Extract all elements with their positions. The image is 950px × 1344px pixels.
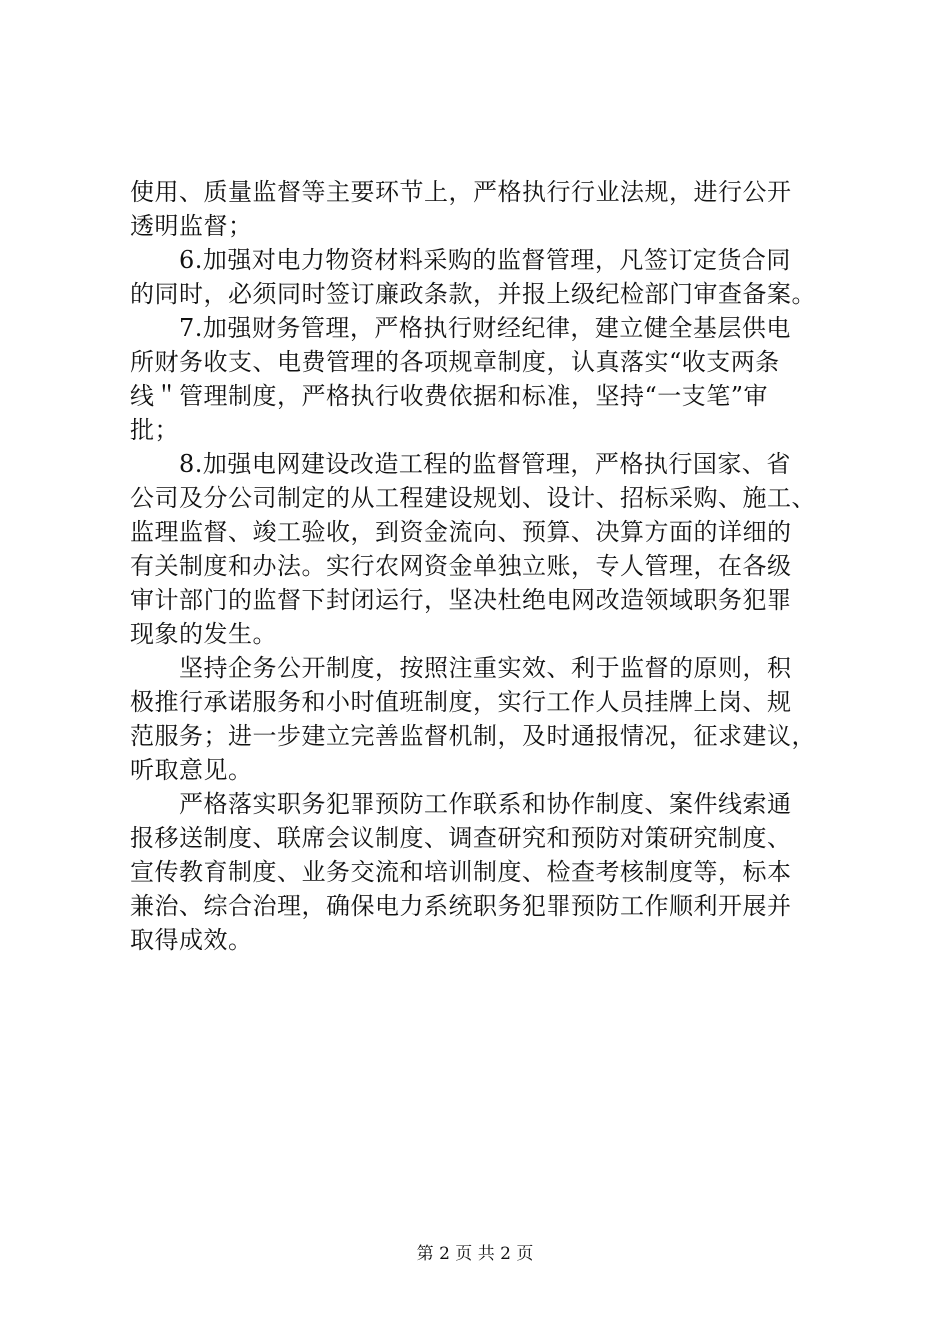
text-line: 报移送制度、联席会议制度、调查研究和预防对策研究制度、 <box>130 824 792 852</box>
text-line: 批； <box>130 416 179 444</box>
text-line: 8.加强电网建设改造工程的监督管理，严格执行国家、省 <box>130 450 791 478</box>
text-line: 6.加强对电力物资材料采购的监督管理，凡签订定货合同 <box>130 246 791 274</box>
text-line: 范服务；进一步建立完善监督机制，及时通报情况，征求建议， <box>130 722 816 750</box>
text-line: 听取意见。 <box>130 756 253 784</box>
text-line: 使用、质量监督等主要环节上，严格执行行业法规，进行公开 <box>130 178 792 206</box>
text-line: 监理监督、竣工验收，到资金流向、预算、决算方面的详细的 <box>130 518 792 546</box>
text-line: 公司及分公司制定的从工程建设规划、设计、招标采购、施工、 <box>130 484 816 512</box>
text-line: 现象的发生。 <box>130 620 277 648</box>
text-line: 严格落实职务犯罪预防工作联系和协作制度、案件线索通 <box>130 790 792 818</box>
text-line: 的同时，必须同时签订廉政条款，并报上级纪检部门审查备案。 <box>130 280 816 308</box>
text-line: 审计部门的监督下封闭运行，坚决杜绝电网改造领域职务犯罪 <box>130 586 792 614</box>
text-line: 透明监督； <box>130 212 253 240</box>
text-line: 坚持企务公开制度，按照注重实效、利于监督的原则，积 <box>130 654 792 682</box>
page-number-footer: 第 2 页 共 2 页 <box>416 1244 534 1264</box>
text-line: 线＂管理制度，严格执行收费依据和标准，坚持“一支笔”审 <box>130 382 769 410</box>
text-line: 所财务收支、电费管理的各项规章制度，认真落实“收支两条 <box>130 348 780 376</box>
text-line: 有关制度和办法。实行农网资金单独立账，专人管理，在各级 <box>130 552 792 580</box>
text-line: 取得成效。 <box>130 926 253 954</box>
text-line: 7.加强财务管理，严格执行财经纪律，建立健全基层供电 <box>130 314 791 342</box>
text-line: 极推行承诺服务和小时值班制度，实行工作人员挂牌上岗、规 <box>130 688 792 716</box>
text-line: 兼治、综合治理，确保电力系统职务犯罪预防工作顺利开展并 <box>130 892 792 920</box>
text-line: 宣传教育制度、业务交流和培训制度、检查考核制度等，标本 <box>130 858 792 886</box>
